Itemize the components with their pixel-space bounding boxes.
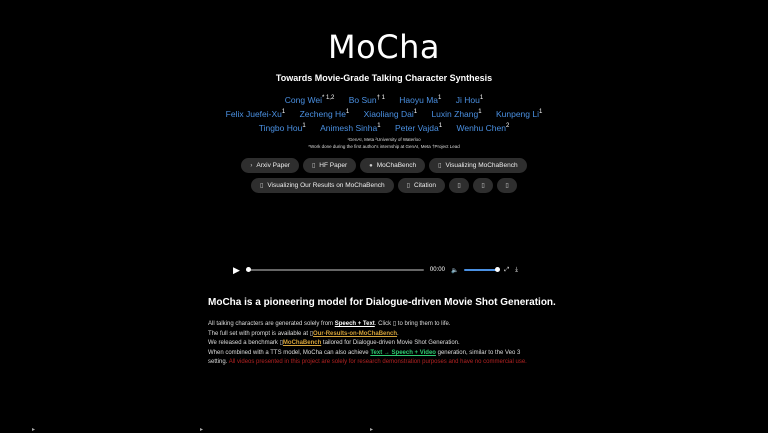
visualizing-results-button[interactable]	[251, 178, 394, 193]
hf-paper-button[interactable]	[303, 158, 356, 173]
text-span: Speech + Text	[334, 321, 375, 327]
quote-icon: ▯	[406, 183, 410, 189]
link-icon: ▯	[279, 340, 283, 347]
text-span: generation, similar to the Veo 3	[435, 349, 521, 356]
author-row-1	[0, 95, 768, 105]
download-icon[interactable]: ⤓	[515, 266, 518, 273]
page-subtitle: Towards Movie-Grade Talking Character Synthesis	[275, 73, 493, 83]
time-display: 00:00	[429, 267, 445, 273]
link-icon: ▯	[505, 183, 509, 189]
text-span: . Click	[374, 321, 393, 327]
fullscreen-icon[interactable]: ⤢	[504, 266, 510, 273]
author-note: *Work done during the first author's internship at GenAI, Meta †Project Lead	[308, 144, 460, 149]
visualizing-results-label: Visualizing Our Results on MoChaBench	[267, 182, 385, 189]
thumbnail-caption-fragment: ▸	[32, 427, 38, 433]
text-span: When combined with a TTS model, MoCha can also achieve	[208, 349, 371, 356]
affiliations: ¹GenAI, Meta ²University of Waterloo	[347, 137, 421, 142]
video-icon: ▯	[438, 163, 442, 169]
github-button-label: MoChaBench	[376, 162, 417, 169]
link-icon: ▯	[457, 183, 461, 189]
citation-button[interactable]	[398, 178, 445, 193]
text-span: .	[397, 330, 399, 337]
description-line	[208, 330, 568, 340]
mochabench-link[interactable]: MoChaBench	[282, 340, 322, 347]
author-link[interactable]: Haoyu Ma$^1$	[399, 95, 442, 105]
page-title: MoCha	[328, 28, 440, 66]
play-icon[interactable]: ▶	[233, 264, 240, 275]
disclaimer-text: All videos presented in this project are solely for research demonstration purposes and have no commercial use.	[228, 359, 527, 366]
author-link[interactable]: Felix Juefei-Xu$^1$	[225, 109, 286, 119]
video-icon: ▯	[260, 183, 264, 189]
extra-link-button[interactable]	[473, 178, 493, 193]
author-link[interactable]: Ji Hou$^1$	[455, 95, 484, 105]
seek-bar[interactable]	[246, 269, 424, 271]
hf-button-label: HF Paper	[319, 162, 348, 169]
video-player-controls	[233, 264, 533, 276]
author-row-2	[0, 109, 768, 119]
extra-link-button[interactable]	[449, 178, 469, 193]
text-span: All talking characters are generated solely from	[208, 321, 335, 327]
main-headline: MoCha is a pioneering model for Dialogue-driven Movie Shot Generation.	[208, 297, 556, 308]
thumbnail-caption-fragment: ▸	[370, 427, 376, 433]
visualizing-bench-label: Visualizing MoChaBench	[445, 162, 518, 169]
volume-handle[interactable]	[495, 267, 500, 272]
text-span: The full set with prompt is available at	[208, 330, 310, 337]
link-buttons-row-1	[0, 158, 768, 173]
arxiv-button[interactable]	[241, 158, 299, 173]
play-icon: ▯	[392, 321, 397, 327]
author-link[interactable]: Luxin Zhang$^1$	[431, 109, 482, 119]
github-icon: ●	[369, 162, 373, 169]
description-line	[208, 320, 568, 330]
author-link[interactable]: Wenhu Chen$^2$	[456, 123, 510, 133]
thumbnail-caption-fragment: ▸	[200, 427, 206, 433]
video-thumbnails-strip	[0, 424, 768, 432]
hf-icon: ▯	[311, 163, 316, 169]
arxiv-icon: ›	[250, 162, 253, 169]
results-link[interactable]: Our-Results-on-MoChaBench	[313, 330, 398, 337]
link-buttons-row-2	[0, 178, 768, 193]
visualizing-bench-button[interactable]	[429, 158, 526, 173]
description-line	[208, 349, 568, 359]
author-link[interactable]: Peter Vajda$^1$	[394, 123, 443, 133]
author-row-3	[0, 123, 768, 133]
text-span: Text → Speech + Video	[370, 349, 436, 356]
seek-handle[interactable]	[246, 267, 251, 272]
extra-link-button[interactable]	[497, 178, 517, 193]
author-link[interactable]: Bo Sun$^{\dagger 1}$	[348, 95, 385, 105]
text-span: to bring them to life.	[396, 321, 451, 327]
arxiv-button-label: Arxiv Paper	[256, 162, 290, 169]
link-icon: ▯	[309, 330, 314, 337]
text-span: setting.	[208, 359, 229, 366]
author-link[interactable]: Tingbo Hou$^1$	[258, 123, 306, 133]
description-line	[208, 358, 568, 368]
github-button[interactable]	[360, 158, 425, 173]
description-line	[208, 339, 568, 349]
text-span: tailored for Dialogue-driven Movie Shot Generation.	[321, 340, 460, 347]
author-link[interactable]: Kunpeng Li$^1$	[495, 109, 543, 119]
author-link[interactable]: Cong Wei$^{* 1,2}$	[284, 95, 335, 105]
author-link[interactable]: Xiaoliang Dai$^1$	[363, 109, 418, 119]
volume-icon[interactable]: 🔈	[450, 267, 459, 274]
author-link[interactable]: Animesh Sinha$^1$	[320, 123, 381, 133]
volume-slider[interactable]	[464, 269, 498, 271]
link-icon: ▯	[481, 183, 485, 189]
citation-button-label: Citation	[413, 182, 436, 189]
author-link[interactable]: Zecheng He$^1$	[299, 109, 350, 119]
text-span: We released a benchmark	[208, 340, 280, 347]
